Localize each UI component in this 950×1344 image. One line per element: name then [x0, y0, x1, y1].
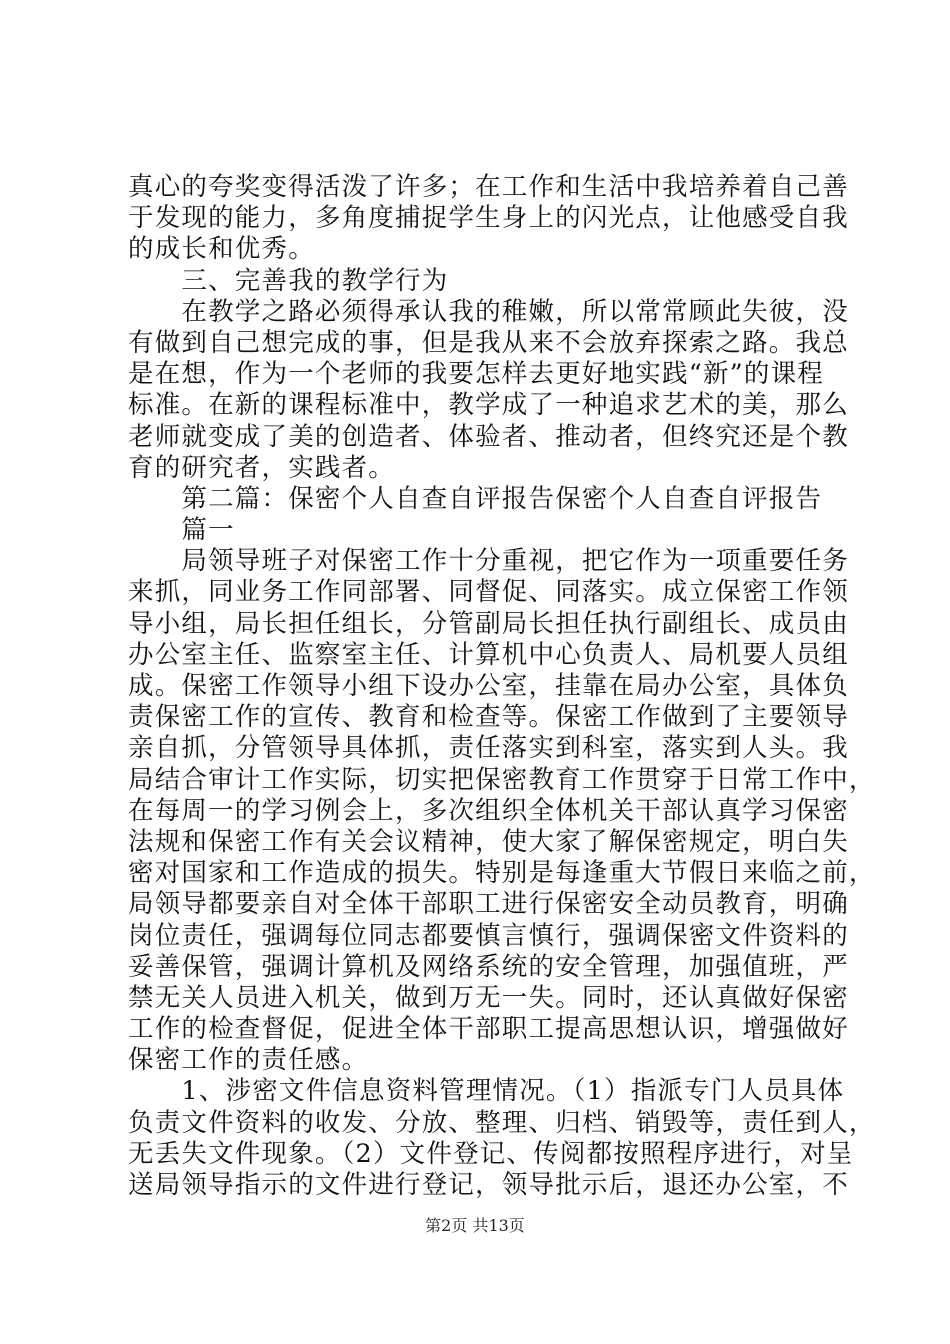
text-line: 的成长和优秀。 — [128, 234, 315, 265]
text-line: 局领导班子对保密工作十分重视，把它作为一项重要任务 — [128, 546, 849, 577]
text-line: 保密工作的责任感。 — [128, 1045, 369, 1076]
text-line: 责保密工作的宣传、教育和检查等。保密工作做到了主要领导 — [128, 702, 849, 733]
text-line: 亲自抓，分管领导具体抓，责任落实到科室，落实到人头。我 — [128, 733, 849, 764]
text-line: 来抓，同业务工作同部署、同督促、同落实。成立保密工作领 — [128, 577, 849, 608]
text-line: 1、涉密文件信息资料管理情况。（1）指派专门人员具体 — [128, 1076, 845, 1107]
text-line: 无丢失文件现象。（2）文件登记、传阅都按照程序进行，对呈 — [128, 1138, 854, 1169]
text-line: 法规和保密工作有关会议精神，使大家了解保密规定，明白失 — [128, 826, 849, 857]
text-line: 标准。在新的课程标准中，教学成了一种追求艺术的美，那么 — [128, 390, 849, 421]
page-footer — [0, 1216, 950, 1236]
subsection-heading: 篇一 — [128, 515, 235, 546]
text-line: 有做到自己想完成的事，但是我从来不会放弃探索之路。我总 — [128, 327, 849, 358]
page-number: 第2页 共13页 — [425, 1216, 525, 1235]
text-line: 工作的检查督促，促进全体干部职工提高思想认识，增强做好 — [128, 1014, 849, 1045]
text-line: 密对国家和工作造成的损失。特别是每逢重大节假日来临之前， — [128, 858, 876, 889]
text-line: 成。保密工作领导小组下设办公室，挂靠在局办公室，具体负 — [128, 671, 849, 701]
text-line: 妥善保管，强调计算机及网络系统的安全管理，加强值班，严 — [128, 951, 849, 982]
text-line: 局领导都要亲自对全体干部职工进行保密安全动员教育，明确 — [128, 889, 849, 920]
text-line: 在每周一的学习例会上，多次组织全体机关干部认真学习保密 — [128, 795, 849, 826]
section-heading: 三、完善我的教学行为 — [128, 265, 449, 296]
text-line: 负责文件资料的收发、分放、整理、归档、销毁等，责任到人， — [128, 1107, 876, 1138]
text-line: 育的研究者，实践者。 — [128, 452, 396, 483]
text-line: 老师就变成了美的创造者、体验者、推动者，但终究还是个教 — [128, 421, 849, 452]
text-line: 禁无关人员进入机关，做到万无一失。同时，还认真做好保密 — [128, 982, 849, 1013]
document-body — [128, 172, 876, 1201]
text-line: 局结合审计工作实际，切实把保密教育工作贯穿于日常工作中， — [128, 764, 876, 795]
text-line: 真心的夸奖变得活泼了许多；在工作和生活中我培养着自己善 — [128, 172, 849, 202]
text-line: 于发现的能力，多角度捕捉学生身上的闪光点，让他感受自我 — [128, 203, 849, 234]
text-line: 导小组，局长担任组长，分管副局长担任执行副组长、成员由 — [128, 608, 849, 639]
text-line: 是在想，作为一个老师的我要怎样去更好地实践“新”的课程 — [128, 359, 824, 390]
text-line: 办公室主任、监察室主任、计算机中心负责人、局机要人员组 — [128, 639, 849, 670]
chapter-heading: 第二篇：保密个人自查自评报告保密个人自查自评报告 — [128, 483, 823, 514]
text-line: 岗位责任，强调每位同志都要慎言慎行，强调保密文件资料的 — [128, 920, 849, 951]
text-line: 送局领导指示的文件进行登记，领导批示后，退还办公室，不 — [128, 1170, 849, 1200]
text-line: 在教学之路必须得承认我的稚嫩，所以常常顾此失彼，没 — [128, 296, 849, 327]
